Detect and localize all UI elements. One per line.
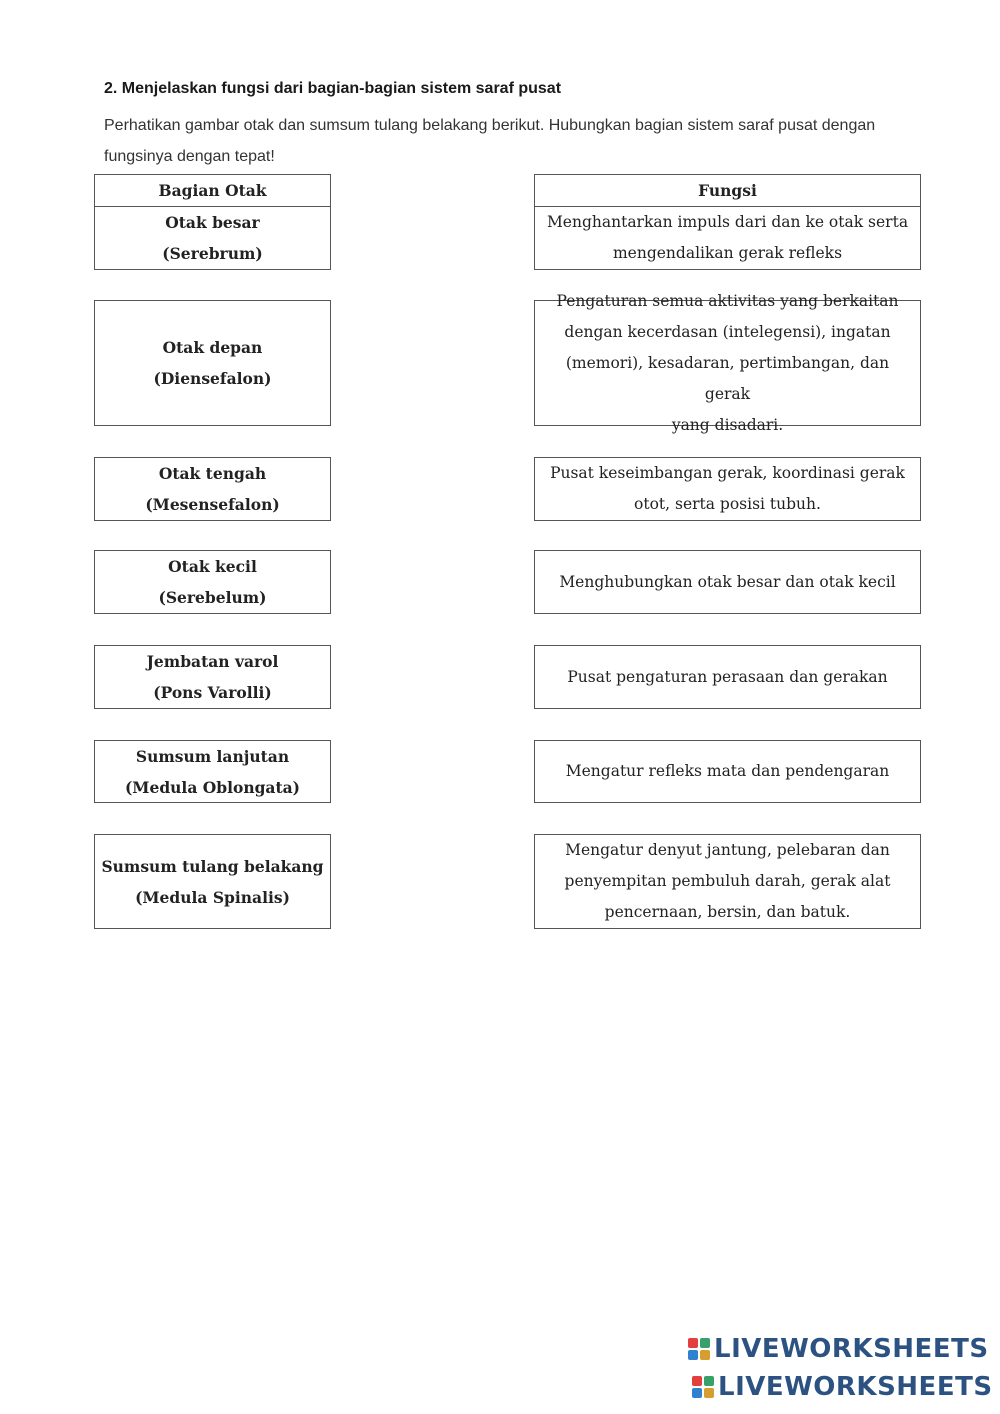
function-line: pencernaan, bersin, dan batuk. bbox=[604, 903, 851, 921]
brain-part-1[interactable] bbox=[94, 206, 331, 270]
function-1[interactable] bbox=[534, 206, 921, 270]
functions-header bbox=[534, 174, 921, 207]
liveworksheets-logo-2 bbox=[692, 1372, 993, 1402]
brain-part-name: Jembatan varol bbox=[146, 652, 279, 671]
brain-part-name: Sumsum lanjutan bbox=[135, 746, 290, 766]
brain-part-latin: (Diensefalon) bbox=[153, 369, 272, 388]
brain-part-latin: (Mesensefalon) bbox=[145, 495, 280, 514]
brain-parts-header-label: Bagian Otak bbox=[158, 181, 267, 200]
function-line: yang disadari. bbox=[671, 415, 784, 434]
brain-part-6[interactable] bbox=[94, 740, 331, 803]
instruction-line-2: fungsinya dengan tepat! bbox=[104, 148, 275, 165]
brain-part-latin: (Serebelum) bbox=[158, 588, 267, 607]
brain-parts-header bbox=[94, 174, 331, 207]
function-line: Menghubungkan otak besar dan otak kecil bbox=[559, 572, 896, 591]
function-3[interactable] bbox=[534, 457, 921, 521]
functions-header-label: Fungsi bbox=[698, 181, 757, 200]
function-line: Pengaturan semua aktivitas yang berkaitan bbox=[556, 291, 899, 310]
brain-part-5[interactable] bbox=[94, 645, 331, 709]
liveworksheets-text: LIVEWORKSHEETS bbox=[714, 1334, 989, 1364]
brain-part-7[interactable] bbox=[94, 834, 331, 929]
section-heading: 2. Menjelaskan fungsi dari bagian-bagian sistem saraf pusat bbox=[104, 80, 562, 97]
function-line: (memori), kesadaran, pertimbangan, dan gerak bbox=[565, 353, 890, 403]
liveworksheets-text: LIVEWORKSHEETS bbox=[718, 1372, 993, 1402]
brain-part-2[interactable] bbox=[94, 300, 331, 426]
function-7[interactable] bbox=[534, 834, 921, 929]
brain-part-3[interactable] bbox=[94, 457, 331, 521]
brain-part-latin: (Serebrum) bbox=[162, 244, 263, 263]
brain-part-name: Sumsum tulang belakang bbox=[101, 856, 324, 876]
function-line: dengan kecerdasan (intelegensi), ingatan bbox=[564, 322, 891, 341]
function-4[interactable] bbox=[534, 550, 921, 614]
function-line: mengendalikan gerak refleks bbox=[612, 244, 843, 262]
function-line: Mengatur refleks mata dan pendengaran bbox=[565, 762, 890, 780]
function-line: Mengatur denyut jantung, pelebaran dan bbox=[565, 841, 890, 859]
function-line: Pusat keseimbangan gerak, koordinasi gerak bbox=[550, 464, 905, 482]
liveworksheets-mark-icon bbox=[692, 1376, 714, 1398]
brain-part-name: Otak besar bbox=[165, 213, 260, 232]
brain-part-latin: (Medula Oblongata) bbox=[124, 777, 301, 797]
function-5[interactable] bbox=[534, 645, 921, 709]
function-line: Menghantarkan impuls dari dan ke otak serta bbox=[546, 213, 909, 231]
brain-part-name: Otak depan bbox=[162, 338, 263, 357]
instruction-text bbox=[104, 110, 924, 172]
function-line: otot, serta posisi tubuh. bbox=[634, 495, 821, 513]
liveworksheets-mark-icon bbox=[688, 1338, 710, 1360]
function-2[interactable] bbox=[534, 291, 921, 434]
brain-part-name: Otak tengah bbox=[158, 464, 267, 483]
function-line: penyempitan pembuluh darah, gerak alat bbox=[564, 872, 891, 890]
brain-part-name: Otak kecil bbox=[168, 557, 257, 576]
brain-part-latin: (Medula Spinalis) bbox=[135, 887, 290, 907]
brain-part-4[interactable] bbox=[94, 550, 331, 614]
function-line: Pusat pengaturan perasaan dan gerakan bbox=[567, 667, 888, 686]
liveworksheets-logo bbox=[688, 1334, 989, 1364]
instruction-line-1: Perhatikan gambar otak dan sumsum tulang belakang berikut. Hubungkan bagian sistem saraf pusat dengan bbox=[104, 117, 876, 134]
function-6[interactable] bbox=[534, 740, 921, 803]
brain-part-latin: (Pons Varolli) bbox=[153, 683, 272, 702]
